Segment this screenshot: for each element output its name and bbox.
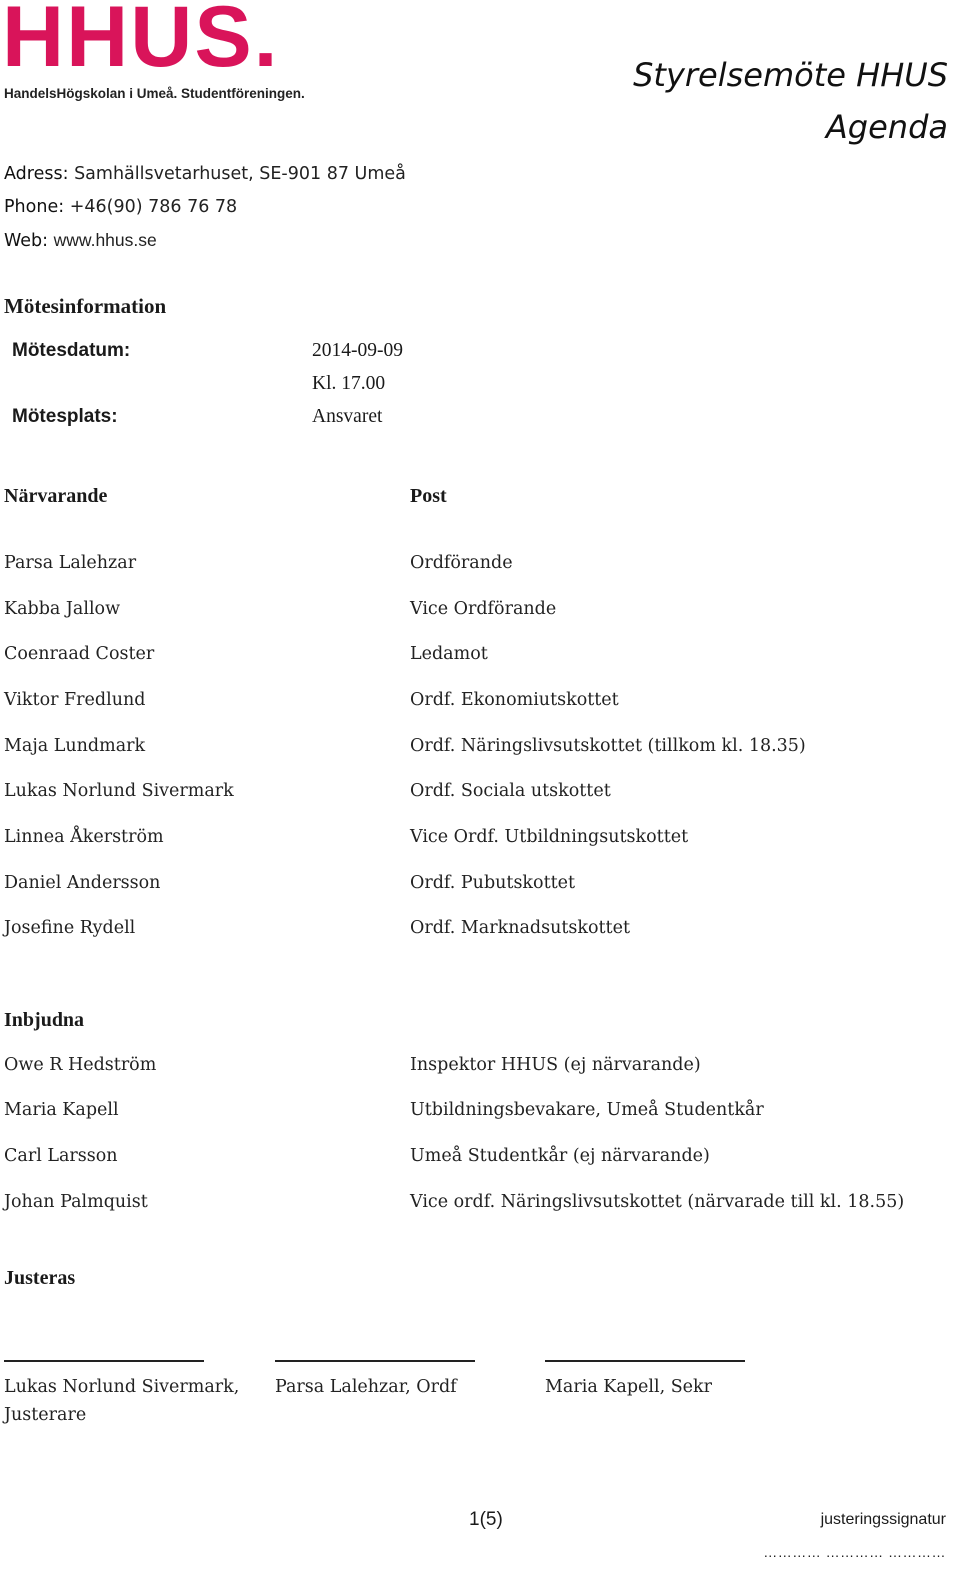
- signer-name: Lukas Norlund Sivermark,: [4, 1377, 240, 1397]
- invited-name: Maria Kapell: [4, 1100, 119, 1120]
- address-value: Samhällsvetarhuset, SE-901 87 Umeå: [74, 164, 406, 184]
- signer-name: Parsa Lalehzar, Ordf: [275, 1377, 457, 1397]
- attendee-post: Vice Ordförande: [410, 599, 557, 619]
- invited-name: Carl Larsson: [4, 1146, 118, 1166]
- signature-label: justeringssignatur: [820, 1511, 946, 1528]
- attendee-post: Ledamot: [410, 644, 488, 664]
- signature-line: [545, 1360, 745, 1362]
- logo-tagline: HandelsHögskolan i Umeå. Studentföreningen.: [4, 86, 305, 101]
- address-line: [4, 164, 406, 184]
- meeting-date-label: Mötesdatum:: [12, 340, 131, 361]
- invited-heading: Inbjudna: [4, 1009, 85, 1031]
- invited-post: Vice ordf. Näringslivsutskottet (närvarade till kl. 18.55): [410, 1192, 905, 1212]
- web-link[interactable]: www.hhus.se: [53, 230, 157, 250]
- signature-line: [275, 1360, 475, 1362]
- phone-label: Phone:: [4, 197, 65, 217]
- attendee-post: Ordf. Marknadsutskottet: [410, 918, 630, 938]
- invited-name: Owe R Hedström: [4, 1055, 157, 1075]
- attendee-post: Ordf. Pubutskottet: [410, 873, 576, 893]
- attendee-post: Ordf. Sociala utskottet: [410, 781, 611, 801]
- meeting-date-value: 2014-09-09: [312, 340, 403, 361]
- attendee-post: Ordf. Ekonomiutskottet: [410, 690, 619, 710]
- signature-line: [4, 1360, 204, 1362]
- attendee-name: Linnea Åkerström: [4, 827, 164, 847]
- attendee-post: Ordförande: [410, 553, 513, 573]
- signer-name: Maria Kapell, Sekr: [545, 1377, 713, 1397]
- attendee-name: Parsa Lalehzar: [4, 553, 137, 573]
- document-title: Styrelsemöte HHUS: [633, 56, 948, 94]
- attendees-heading: Närvarande: [4, 485, 108, 507]
- attendee-name: Josefine Rydell: [4, 918, 136, 938]
- hhus-logo: HHUS.: [2, 0, 280, 85]
- attendee-name: Viktor Fredlund: [4, 690, 146, 710]
- invited-post: Utbildningsbevakare, Umeå Studentkår: [410, 1100, 764, 1120]
- meeting-place-value: Ansvaret: [312, 406, 383, 427]
- phone-line: [4, 197, 237, 217]
- meeting-time-value: Kl. 17.00: [312, 373, 386, 394]
- web-line: [4, 230, 157, 251]
- document-subtitle: Agenda: [825, 108, 948, 146]
- invited-name: Johan Palmquist: [4, 1192, 148, 1212]
- attendee-name: Coenraad Coster: [4, 644, 155, 664]
- attendee-name: Kabba Jallow: [4, 599, 121, 619]
- phone-value: +46(90) 786 76 78: [69, 197, 238, 217]
- signature-dots: ………… ………… …………: [763, 1544, 946, 1560]
- attendee-name: Maja Lundmark: [4, 736, 146, 756]
- attendee-name: Daniel Andersson: [4, 873, 161, 893]
- attendee-post: Vice Ordf. Utbildningsutskottet: [410, 827, 689, 847]
- page-number: 1(5): [469, 1509, 503, 1530]
- meeting-info-title: Mötesinformation: [4, 294, 167, 318]
- invited-post: Inspektor HHUS (ej närvarande): [410, 1055, 701, 1075]
- justeras-heading: Justeras: [4, 1267, 76, 1289]
- signer-role: Justerare: [4, 1405, 87, 1425]
- attendee-post: Ordf. Näringslivsutskottet (tillkom kl. 18.35): [410, 736, 806, 756]
- invited-post: Umeå Studentkår (ej närvarande): [410, 1146, 710, 1166]
- post-heading: Post: [410, 485, 447, 507]
- web-label: Web:: [4, 231, 49, 251]
- attendee-name: Lukas Norlund Sivermark: [4, 781, 234, 801]
- meeting-place-label: Mötesplats:: [12, 406, 118, 427]
- address-label: Adress:: [4, 164, 69, 184]
